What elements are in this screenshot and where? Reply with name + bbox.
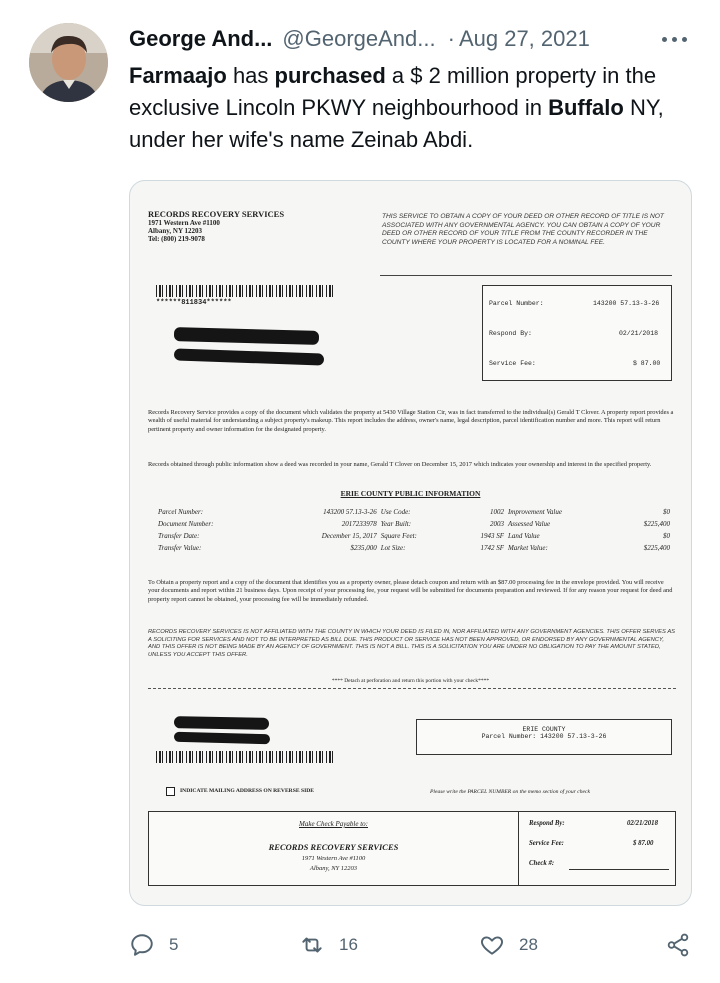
table-cell: 1742 SF (480, 544, 504, 552)
doc-address2: Albany, NY 12203 (148, 227, 203, 235)
pay-address1: 1971 Western Ave #1100 (301, 855, 366, 862)
fee-value: $ 87.00 (633, 360, 661, 367)
table-cell: Market Value: (507, 544, 548, 552)
tweet-text-segment: a $ 2 million property in the exclusive Lincoln PKWY neighbourhood in (129, 63, 657, 120)
separator-dot: · (447, 26, 455, 51)
perforation-line (148, 688, 676, 689)
tweet-text-segment: has (226, 63, 275, 88)
check-label: Check #: (529, 860, 555, 867)
tweet-date[interactable]: Aug 27, 2021 (458, 26, 590, 51)
table-cell: Transfer Date: (158, 532, 200, 540)
table-cell: Lot Size: (380, 544, 406, 552)
doc-paragraph-3: To Obtain a property report and a copy of the document that identifies you as a property owner, please detach coupon and return with an $87.00 processing fee in the envelope provided. You will receive your documents and report within 21 business days. Upon receipt of your processing fee, your request will be submitted for documents preparation and reviewed. If for any reason your request for deed and property report cannot be obtained, your processing fee will be immediately refunded. (148, 579, 673, 603)
respond-label: Respond By: (489, 330, 532, 337)
parcel-memo-note: Please write the PARCEL NUMBER on the memo section of your check (430, 789, 590, 795)
tweet-bold-word: purchased (274, 63, 386, 88)
respond-value: 02/21/2018 (619, 330, 659, 337)
doc-sender-block (148, 209, 318, 243)
coupon-county: ERIE COUNTY (522, 726, 566, 733)
payment-coupon (148, 811, 676, 886)
table-cell: 2003 (489, 520, 504, 528)
table-cell: December 15, 2017 (321, 532, 377, 540)
parcel-info-box (482, 285, 672, 381)
reply-count: 5 (169, 935, 179, 954)
table-cell: 1002 (489, 508, 504, 516)
parcel-value: 143200 57.13-3-26 (593, 300, 660, 307)
pay-company: RECORDS RECOVERY SERVICES (268, 842, 399, 852)
table-cell: Transfer Value: (158, 544, 202, 552)
table-cell: $235,000 (350, 544, 377, 552)
retweet-button[interactable] (299, 930, 358, 960)
coupon-parcel: Parcel Number: 143200 57.13-3-26 (481, 733, 607, 740)
avatar-photo (29, 23, 108, 102)
mailing-checkbox[interactable] (166, 787, 175, 796)
county-info-table (156, 506, 672, 554)
mailing-note: INDICATE MAILING ADDRESS ON REVERSE SIDE (180, 788, 315, 794)
coupon-fee-value: $ 87.00 (633, 840, 654, 847)
payable-to-label: Make Check Payable to: (299, 820, 368, 828)
fee-label: Service Fee: (489, 360, 536, 367)
doc-paragraph-1: Records Recovery Service provides a copy of the document which validates the property at 5430 Village Station Cir, was in fact transferred to the individual(s) Gerald T Clover. A property report provides a wealth of useful material for understanding a subject property's makeup. This report includes the address, owner's name, legal description, parcel identification number and more. This report will return pertinent property and owner information for the designated property. (148, 409, 674, 433)
doc-disclaimer: RECORDS RECOVERY SERVICES IS NOT AFFILIATED WITH THE COUNTY IN WHICH YOUR DEED IS FILED IN, NOR AFFILIATED WITH ANY GOVERNMENT AGENCIES. THIS OFFER SERVES AS A SOLICITING FOR SERVICES AND NOT TO BE INTERPRETED AS BILL DUE. THIS PRODUCT OR SERVICE HAS NOT BEEN APPROVED, OR ENDORSED BY ANY GOVERNMENTAL AGENCY, AND THIS OFFER IS NOT BEING MADE BY AN AGENCY OF GOVERNMENT. THIS IS NOT A BILL. THIS IS A SOLICITATION YOU ARE UNDER NO OBLIGATION TO PAY THE AMOUNT STATED, UNLESS YOU ACCEPT THIS OFFER. (148, 629, 676, 658)
parcel-label: Parcel Number: (489, 300, 544, 307)
heart-icon (479, 932, 505, 958)
coupon-parcel-box (416, 719, 672, 755)
author-name[interactable]: George And... (129, 26, 273, 51)
doc-phone: Tel: (800) 219-9078 (148, 235, 205, 243)
payable-section (149, 812, 519, 885)
tweet-text (129, 60, 699, 156)
doc-company: RECORDS RECOVERY SERVICES (148, 209, 285, 219)
table-row (156, 530, 672, 542)
redaction-bar (174, 348, 324, 365)
action-bar (129, 930, 699, 960)
like-button[interactable] (479, 930, 538, 960)
table-cell: $225,400 (643, 520, 670, 528)
author-handle[interactable]: @GeorgeAnd... (282, 26, 436, 51)
table-cell: 1943 SF (480, 532, 504, 540)
table-cell: Use Code: (380, 508, 411, 516)
retweet-count: 16 (339, 935, 358, 954)
barcode-number: ******811834****** (156, 299, 232, 307)
redaction-bar (174, 327, 319, 345)
table-cell: Land Value (507, 532, 540, 540)
avatar[interactable] (29, 23, 108, 102)
detach-note: **** Detach at perforation and return this portion with your check**** (331, 678, 490, 684)
table-cell: $0 (663, 508, 670, 516)
reply-button[interactable] (129, 930, 178, 960)
reply-icon (129, 932, 155, 958)
share-icon (665, 932, 691, 958)
table-cell: Year Built: (380, 520, 412, 528)
coupon-respond-label: Respond By: (529, 820, 565, 827)
tweet-header (129, 26, 700, 56)
tweet-image[interactable] (129, 180, 692, 906)
table-cell: $225,400 (643, 544, 670, 552)
table-cell: Document Number: (158, 520, 214, 528)
table-cell: $0 (663, 532, 670, 540)
check-line (569, 869, 669, 870)
doc-paragraph-2: Records obtained through public information show a deed was recorded in your name, Gerald T Clover on December 15, 2017 which indicates your ownership and interest in the specified property. (148, 461, 652, 468)
table-cell: Improvement Value (507, 508, 562, 516)
table-row (156, 518, 672, 530)
more-options-icon[interactable] (662, 34, 688, 44)
retweet-icon (299, 932, 325, 958)
tweet-bold-word: Buffalo (548, 95, 624, 120)
tweet-text-segment: NY, under her wife's name Zeinab Abdi. (129, 95, 664, 152)
table-cell: 2017233978 (341, 520, 377, 528)
doc-address1: 1971 Western Ave #1100 (148, 219, 220, 227)
table-cell: Assessed Value (507, 520, 551, 528)
divider (380, 275, 672, 276)
coupon-fee-label: Service Fee: (529, 840, 564, 847)
doc-notice: THIS SERVICE TO OBTAIN A COPY OF YOUR DEED OR OTHER RECORD OF TITLE IS NOT ASSOCIATED WITH ANY GOVERNMENTAL AGENCY. YOU CAN OBTAIN A COPY OF YOUR DEED OR OTHER RECORD OF YOUR TITLE FROM THE COUNTY RECORDER IN THE COUNTY WHERE YOUR PROPERTY IS LOCATED FOR A NOMINAL FEE. (382, 213, 664, 246)
like-count: 28 (519, 935, 538, 954)
redaction-bar (174, 716, 269, 730)
barcode (156, 751, 334, 763)
share-button[interactable] (665, 930, 691, 960)
barcode (156, 285, 334, 297)
table-row (156, 542, 672, 554)
scanned-document (130, 181, 691, 905)
redaction-bar (174, 732, 270, 745)
table-cell: Parcel Number: (158, 508, 204, 516)
county-heading: ERIE COUNTY PUBLIC INFORMATION (340, 489, 481, 498)
table-row (156, 506, 672, 518)
table-cell: 143200 57.13-3-26 (323, 508, 377, 516)
tweet-bold-word: Farmaajo (129, 63, 227, 88)
coupon-respond-value: 02/21/2018 (627, 820, 658, 827)
table-cell: Square Feet: (380, 532, 417, 540)
pay-address2: Albany, NY 12203 (309, 865, 358, 872)
